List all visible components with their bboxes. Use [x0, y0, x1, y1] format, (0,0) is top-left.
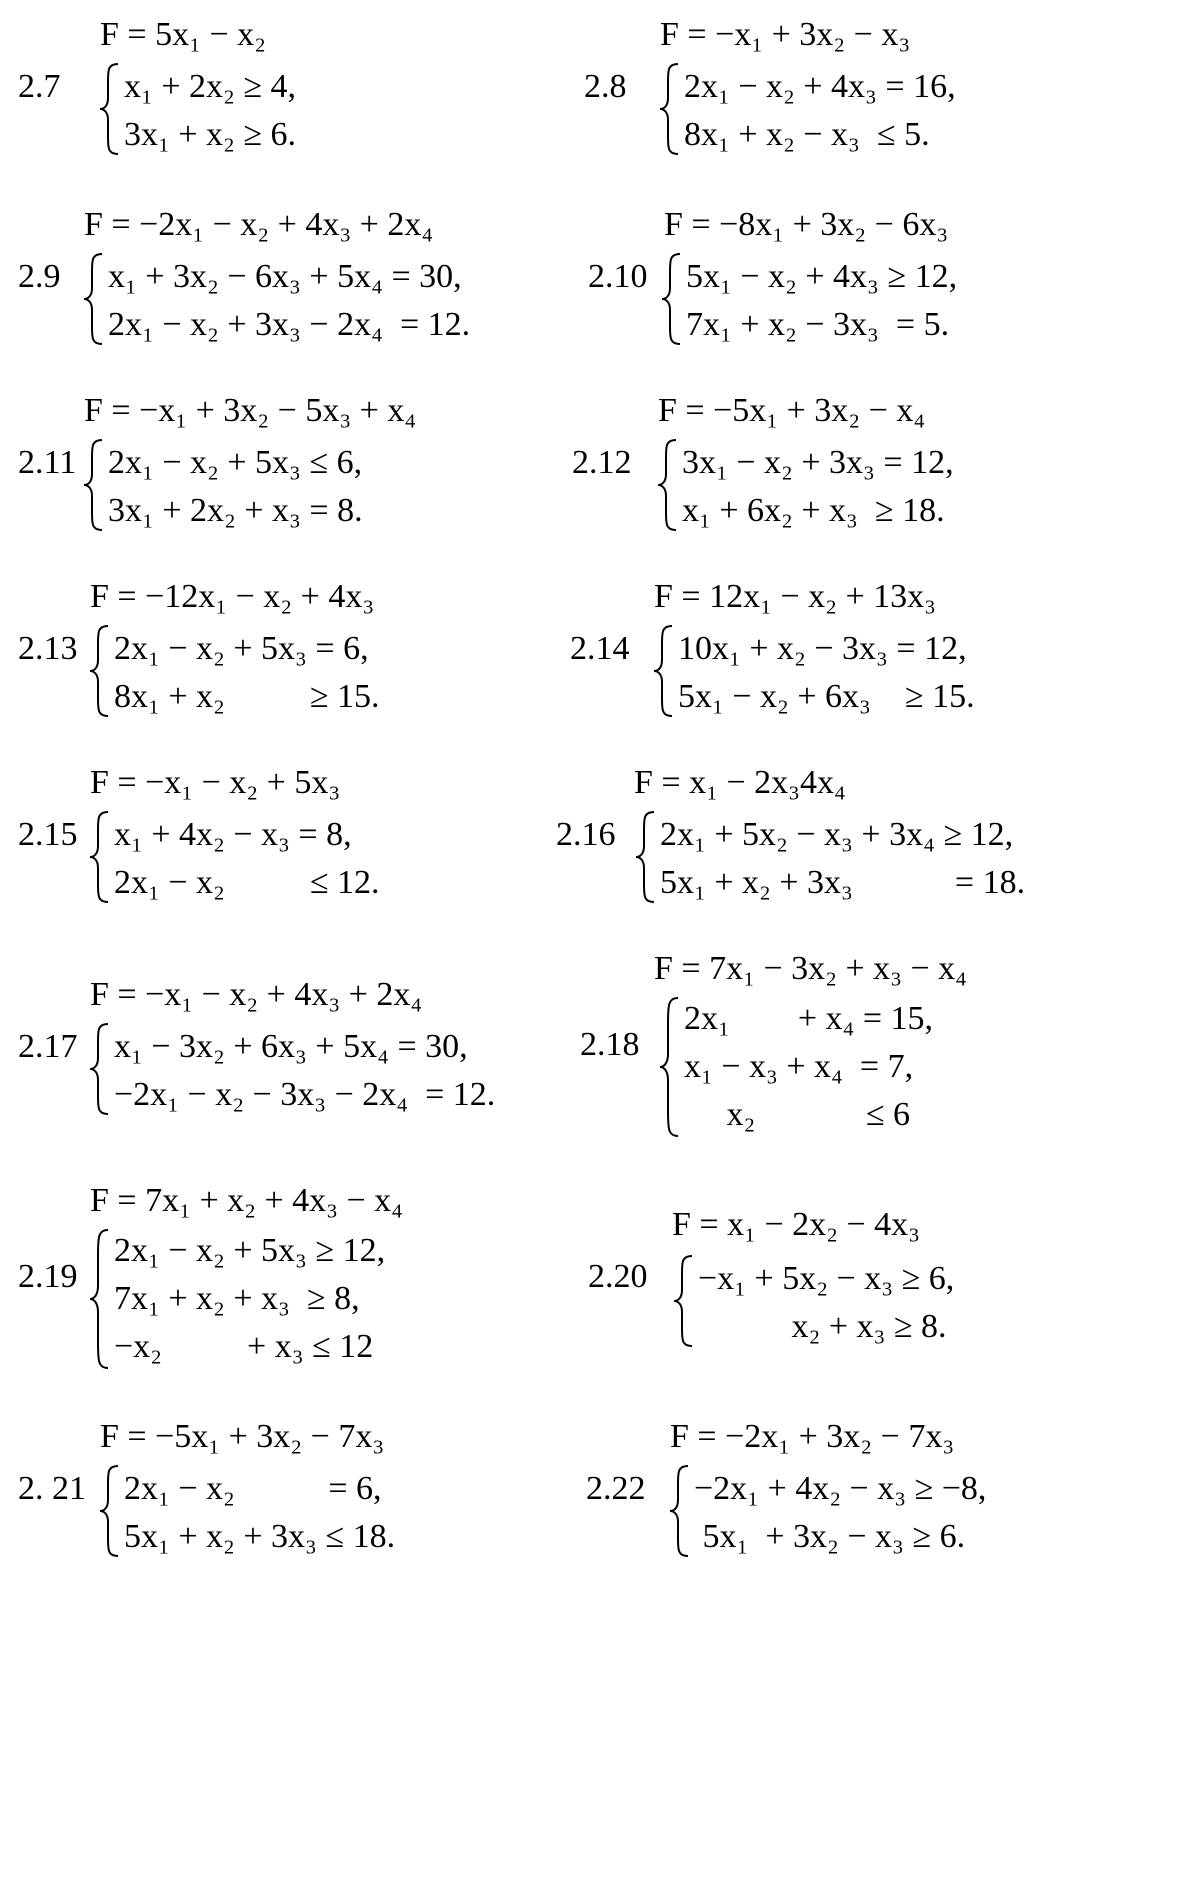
objective-function: F = x₁ − 2x₃4x₄ [634, 764, 846, 801]
constraint-row: x₁ − x₃ + x₄ = 7, [684, 1048, 914, 1085]
constraint-row: 10x₁ + x₂ − 3x₃ = 12, [678, 630, 967, 667]
constraint-row: 2x₁ + x₄ = 15, [684, 1000, 934, 1037]
problem-number: 2.10 [588, 258, 648, 295]
problem-number: 2.7 [18, 68, 61, 105]
constraint-row: 5x₁ + x₂ + 3x₃ = 18. [660, 864, 1026, 901]
brace-icon [658, 62, 682, 156]
constraint-row: 2x₁ − x₂ = 6, [124, 1470, 382, 1507]
constraint-row: 2x₁ − x₂ ≤ 12. [114, 864, 380, 901]
brace-icon [98, 1464, 122, 1558]
constraint-row: x₂ ≤ 6 [684, 1096, 911, 1133]
constraint-row: x₁ + 4x₂ − x₃ = 8, [114, 816, 352, 853]
constraint-row: 3x₁ + 2x₂ + x₃ = 8. [108, 492, 363, 529]
problem-number: 2.17 [18, 1028, 78, 1065]
brace-icon [658, 996, 682, 1138]
objective-function: F = 7x₁ − 3x₂ + x₃ − x₄ [654, 950, 968, 987]
brace-icon [672, 1254, 696, 1348]
problem-number: 2.19 [18, 1258, 78, 1295]
objective-function: F = −x₁ − x₂ + 5x₃ [90, 764, 341, 801]
objective-function: F = x₁ − 2x₂ − 4x₃ [672, 1206, 920, 1243]
objective-function: F = 5x₁ − x₂ [100, 16, 266, 53]
constraint-row: 3x₁ − x₂ + 3x₃ = 12, [682, 444, 954, 481]
constraint-row: x₂ + x₃ ≥ 8. [698, 1308, 947, 1345]
constraint-row: x₁ − 3x₂ + 6x₃ + 5x₄ = 30, [114, 1028, 468, 1065]
constraint-row: 2x₁ − x₂ + 5x₃ ≤ 6, [108, 444, 363, 481]
constraint-row: 5x₁ + 3x₂ − x₃ ≥ 6. [694, 1518, 966, 1555]
constraint-row: −2x₁ − x₂ − 3x₃ − 2x₄ = 12. [114, 1076, 496, 1113]
constraint-row: 2x₁ − x₂ + 5x₃ = 6, [114, 630, 369, 667]
constraint-row: x₁ + 3x₂ − 6x₃ + 5x₄ = 30, [108, 258, 462, 295]
brace-icon [82, 252, 106, 346]
constraint-row: −x₁ + 5x₂ − x₃ ≥ 6, [698, 1260, 955, 1297]
constraint-row: x₁ + 2x₂ ≥ 4, [124, 68, 297, 105]
constraint-row: 7x₁ + x₂ − 3x₃ = 5. [686, 306, 950, 343]
problem-number: 2.11 [18, 444, 77, 481]
constraint-row: 5x₁ − x₂ + 4x₃ ≥ 12, [686, 258, 958, 295]
brace-icon [82, 438, 106, 532]
brace-icon [660, 252, 684, 346]
constraint-row: x₁ + 6x₂ + x₃ ≥ 18. [682, 492, 945, 529]
brace-icon [652, 624, 676, 718]
problem-number: 2.20 [588, 1258, 648, 1295]
constraint-row: 2x₁ − x₂ + 4x₃ = 16, [684, 68, 956, 105]
objective-function: F = −x₁ + 3x₂ − x₃ [660, 16, 911, 53]
constraint-row: 8x₁ + x₂ ≥ 15. [114, 678, 380, 715]
constraint-row: 5x₁ + x₂ + 3x₃ ≤ 18. [124, 1518, 396, 1555]
brace-icon [656, 438, 680, 532]
problem-number: 2.12 [572, 444, 632, 481]
objective-function: F = −x₁ − x₂ + 4x₃ + 2x₄ [90, 976, 423, 1013]
constraint-row: 2x₁ + 5x₂ − x₃ + 3x₄ ≥ 12, [660, 816, 1014, 853]
constraint-row: 7x₁ + x₂ + x₃ ≥ 8, [114, 1280, 360, 1317]
problem-number: 2.14 [570, 630, 630, 667]
problem-number: 2.18 [580, 1026, 640, 1063]
constraint-row: 3x₁ + x₂ ≥ 6. [124, 116, 297, 153]
brace-icon [88, 1228, 112, 1370]
problem-number: 2.22 [586, 1470, 646, 1507]
brace-icon [668, 1464, 692, 1558]
problem-number: 2.13 [18, 630, 78, 667]
objective-function: F = −2x₁ + 3x₂ − 7x₃ [670, 1418, 955, 1455]
constraint-row: −x₂ + x₃ ≤ 12 [114, 1328, 374, 1365]
problem-number: 2.15 [18, 816, 78, 853]
objective-function: F = −8x₁ + 3x₂ − 6x₃ [664, 206, 949, 243]
objective-function: F = −2x₁ − x₂ + 4x₃ + 2x₄ [84, 206, 434, 243]
constraint-row: 2x₁ − x₂ + 5x₃ ≥ 12, [114, 1232, 386, 1269]
brace-icon [88, 624, 112, 718]
brace-icon [98, 62, 122, 156]
problem-number: 2.9 [18, 258, 61, 295]
constraint-row: 8x₁ + x₂ − x₃ ≤ 5. [684, 116, 930, 153]
objective-function: F = −x₁ + 3x₂ − 5x₃ + x₄ [84, 392, 417, 429]
problem-number: 2.16 [556, 816, 616, 853]
objective-function: F = 12x₁ − x₂ + 13x₃ [654, 578, 936, 615]
constraint-row: 2x₁ − x₂ + 3x₃ − 2x₄ = 12. [108, 306, 471, 343]
objective-function: F = −5x₁ + 3x₂ − 7x₃ [100, 1418, 385, 1455]
objective-function: F = −5x₁ + 3x₂ − x₄ [658, 392, 926, 429]
constraint-row: 5x₁ − x₂ + 6x₃ ≥ 15. [678, 678, 975, 715]
problem-number: 2.8 [584, 68, 627, 105]
constraint-row: −2x₁ + 4x₂ − x₃ ≥ −8, [694, 1470, 987, 1507]
brace-icon [88, 810, 112, 904]
brace-icon [88, 1022, 112, 1116]
objective-function: F = 7x₁ + x₂ + 4x₃ − x₄ [90, 1182, 404, 1219]
problem-number: 2. 21 [18, 1470, 86, 1507]
brace-icon [634, 810, 658, 904]
objective-function: F = −12x₁ − x₂ + 4x₃ [90, 578, 375, 615]
